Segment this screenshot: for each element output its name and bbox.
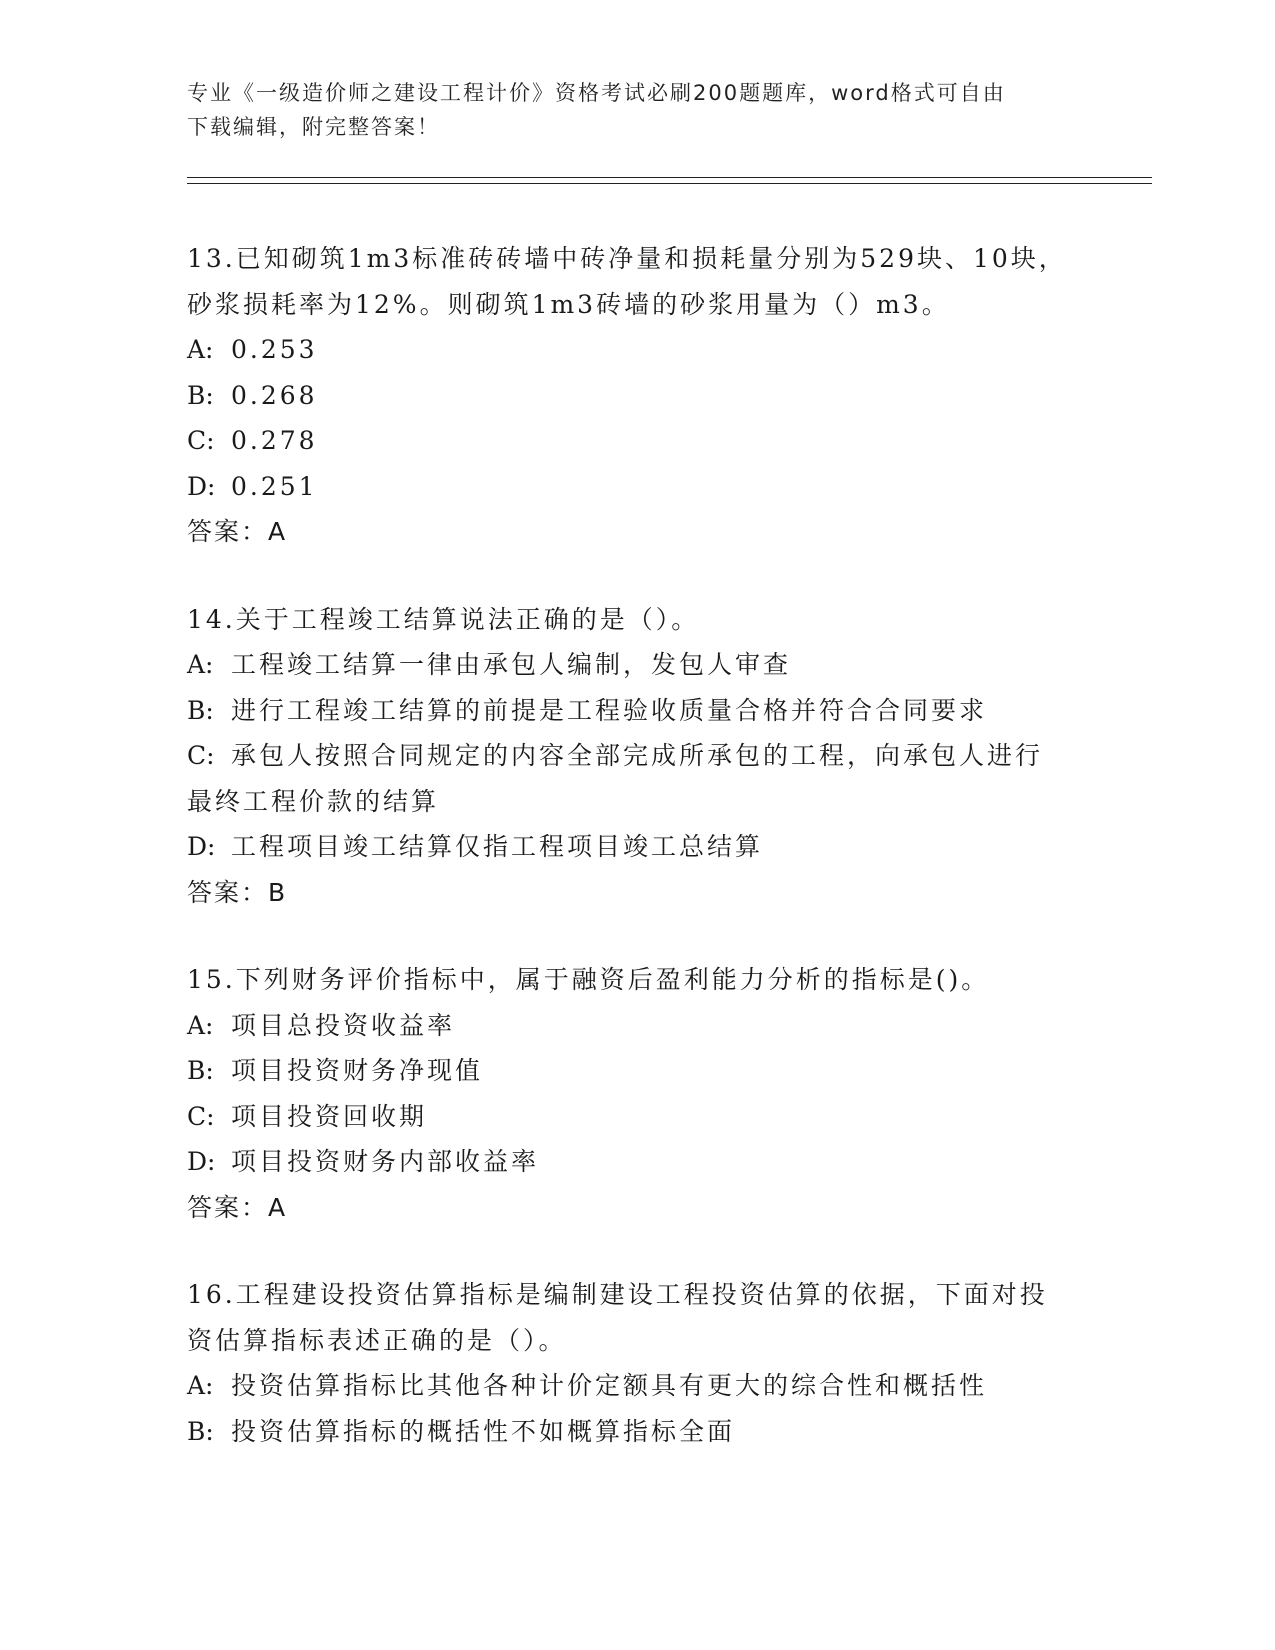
question-14: [187, 597, 1087, 916]
option-a: [187, 642, 1087, 688]
option-b: [187, 1048, 1087, 1094]
option-label: B:: [187, 1416, 214, 1446]
option-text: 0.253: [231, 335, 318, 364]
option-c-continuation: 最终工程价款的结算: [187, 786, 440, 816]
question-stem-line: 14.关于工程竣工结算说法正确的是（）。: [187, 604, 700, 634]
option-label: A:: [187, 1371, 214, 1400]
option-text: 项目投资财务净现值: [231, 1056, 484, 1085]
option-text: 工程项目竣工结算仅指工程项目竣工总结算: [231, 832, 764, 861]
option-c: [187, 418, 1087, 464]
option-c: [187, 1094, 1087, 1140]
option-label: A:: [187, 335, 214, 364]
option-label: D:: [187, 832, 216, 861]
option-d: [187, 464, 1087, 510]
option-text: 0.278: [231, 426, 318, 455]
answer-line: 答案：A: [187, 517, 288, 546]
option-b: [187, 688, 1087, 734]
option-text: 项目总投资收益率: [231, 1010, 456, 1040]
option-label: A:: [187, 1010, 214, 1040]
option-text: 承包人按照合同规定的内容全部完成所承包的工程，向承包人进行: [231, 741, 1044, 770]
header-divider-top: [187, 177, 1152, 178]
option-text: 工程竣工结算一律由承包人编制，发包人审查: [231, 650, 792, 679]
answer-line: 答案：A: [187, 1192, 288, 1222]
question-16: [187, 1272, 1087, 1454]
option-label: B:: [187, 695, 214, 725]
question-13: [187, 236, 1087, 555]
option-c: [187, 733, 1087, 779]
option-b: [187, 373, 1087, 419]
header-line-1: 专业《一级造价师之建设工程计价》资格考试必刷200题题库，word格式可自由: [187, 81, 1006, 105]
option-a: [187, 327, 1087, 373]
header-line-2: 下载编辑，附完整答案！: [187, 115, 440, 139]
option-text: 项目投资回收期: [231, 1101, 428, 1131]
option-label: B:: [187, 1056, 214, 1085]
question-stem-line: 16.工程建设投资估算指标是编制建设工程投资估算的依据，下面对投: [187, 1280, 1048, 1309]
page-header: [187, 76, 1067, 144]
question-stem-line: 15.下列财务评价指标中，属于融资后盈利能力分析的指标是()。: [187, 965, 990, 994]
option-text: 投资估算指标比其他各种计价定额具有更大的综合性和概括性: [231, 1371, 988, 1400]
option-d: [187, 824, 1087, 870]
option-label: D:: [187, 471, 216, 501]
header-divider-bottom: [187, 183, 1152, 184]
option-label: C:: [187, 741, 215, 770]
option-a: [187, 1003, 1087, 1049]
question-stem-line: 资估算指标表述正确的是（）。: [187, 1325, 567, 1355]
question-stem-line: 13.已知砌筑1m3标准砖砖墙中砖净量和损耗量分别为529块、10块，: [187, 244, 1067, 273]
option-text: 0.268: [231, 380, 318, 410]
option-a: [187, 1363, 1087, 1409]
option-label: C:: [187, 1101, 215, 1131]
answer-line: 答案：B: [187, 877, 288, 907]
option-label: A:: [187, 650, 214, 679]
question-list: [187, 236, 1087, 1496]
option-label: D:: [187, 1147, 216, 1176]
question-stem-line: 砂浆损耗率为12%。则砌筑1m3砖墙的砂浆用量为（）m3。: [187, 289, 950, 319]
option-b: [187, 1409, 1087, 1455]
option-label: C:: [187, 426, 215, 455]
question-15: [187, 957, 1087, 1230]
option-text: 进行工程竣工结算的前提是工程验收质量合格并符合合同要求: [231, 695, 988, 725]
option-text: 投资估算指标的概括性不如概算指标全面: [231, 1416, 736, 1446]
option-text: 项目投资财务内部收益率: [231, 1147, 540, 1176]
option-label: B:: [187, 380, 214, 410]
option-d: [187, 1139, 1087, 1185]
option-text: 0.251: [231, 471, 318, 501]
